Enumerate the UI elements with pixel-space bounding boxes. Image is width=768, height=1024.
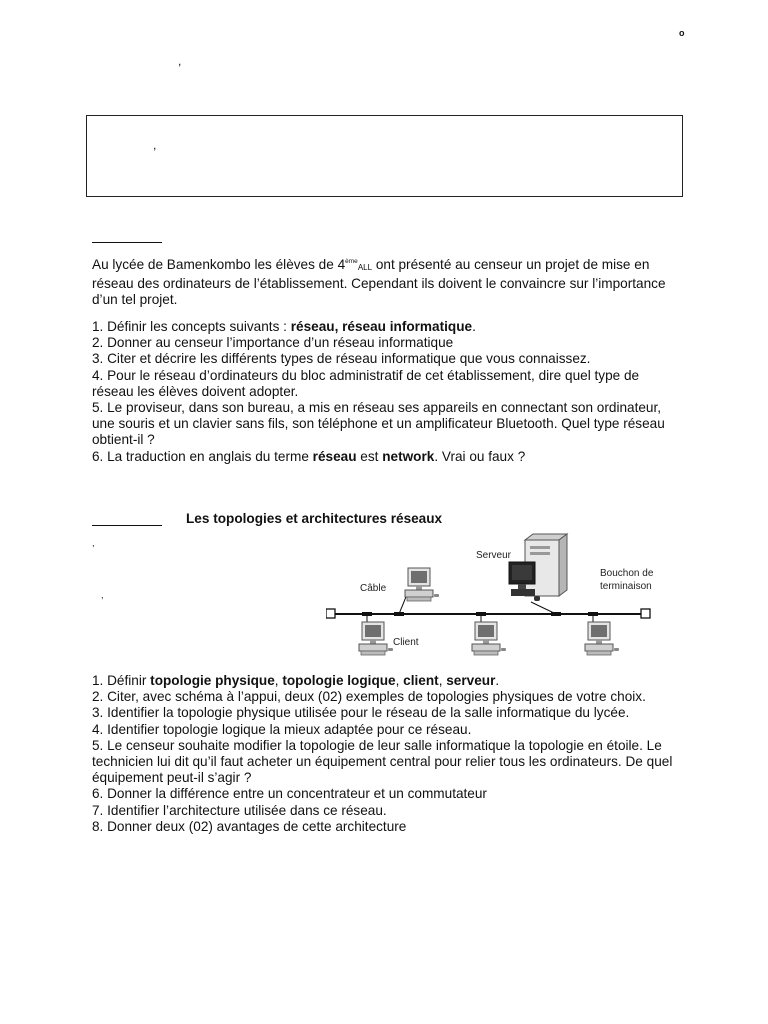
exercise2-q1: 1. Définir topologie physique, topologie logique, client, serveur. (92, 673, 500, 688)
section-rule-1 (92, 242, 162, 243)
stray-comma: , (92, 538, 95, 548)
client-computer-icon (472, 622, 506, 655)
exercise1-q3: 3. Citer et décrire les différents types de réseau informatique que vous connaissez. (92, 351, 591, 367)
exercise1-intro: Au lycée de Bamenkombo les élèves de 4èmeALL ont présenté au censeur un projet de mise en réseau des ordinateurs de l’établissement. Cependant ils doivent le convaincre sur l’importance d’un tel projet. (92, 257, 666, 308)
exercise1-q1: 1. Définir les concepts suivants : réseau, réseau informatique. (92, 319, 476, 334)
stray-comma: , (153, 138, 157, 152)
stray-comma: , (178, 54, 182, 68)
exercise2-q5: 5. Le censeur souhaite modifier la topologie de leur salle informatique la topologie en étoile. Le technicien lui dit qu’il faut acheter un équipement central pour relier tous les ordinateurs. De quel équipement peut-il s’agir ? (92, 737, 673, 786)
exercise2-q8: 8. Donner deux (02) avantages de cette architecture (92, 818, 407, 834)
client-computer-icon (585, 622, 619, 655)
exercise1-q6: 6. La traduction en anglais du terme réseau est network. Vrai ou faux ? (92, 448, 526, 464)
exercise2-q6: 6. Donner la différence entre un concentrateur et un commutateur (92, 786, 487, 802)
exercise1-questions (92, 319, 682, 465)
client-computer-icon (405, 568, 439, 601)
page-mark: o (679, 28, 685, 38)
exercise1-q5: 5. Le proviseur, dans son bureau, a mis en réseau ses appareils en connectant son ordinateur, une souris et un clavier sans fils, son téléphone et un amplificateur Bluetooth. Quel type réseau obtient-il ? (92, 400, 665, 448)
header-box (86, 115, 683, 197)
client-computer-icon (359, 622, 393, 655)
label-terminator-2: terminaison (600, 581, 652, 592)
exercise2-q3: 3. Identifier la topologie physique utilisée pour le réseau de la salle informatique du lycée. (92, 705, 630, 721)
exercise2-q4: 4. Identifier topologie logique la mieux adaptée pour ce réseau. (92, 721, 472, 737)
label-terminator-1: Bouchon de (600, 568, 654, 579)
server-icon (509, 534, 567, 601)
terminator-right (641, 609, 650, 618)
bus-topology-diagram (326, 532, 656, 666)
label-server: Serveur (476, 550, 512, 561)
exercise2-q2: 2. Citer, avec schéma à l’appui, deux (02) exemples de topologies physiques de votre choix. (92, 689, 646, 705)
section-title: Les topologies et architectures réseaux (186, 511, 443, 526)
terminator-left (326, 609, 335, 618)
section-rule-2 (92, 525, 162, 526)
exercise2-q7: 7. Identifier l’architecture utilisée dans ce réseau. (92, 802, 387, 818)
exercise1-q2: 2. Donner au censeur l’importance d’un réseau informatique (92, 335, 454, 351)
exercise2-questions (92, 673, 682, 835)
label-client: Client (393, 637, 419, 648)
label-cable: Câble (360, 583, 387, 594)
stray-comma: , (101, 590, 104, 600)
exercise1-q4: 4. Pour le réseau d’ordinateurs du bloc administratif de cet établissement, dire quel type de réseau les élèves doivent adopter. (92, 367, 640, 399)
